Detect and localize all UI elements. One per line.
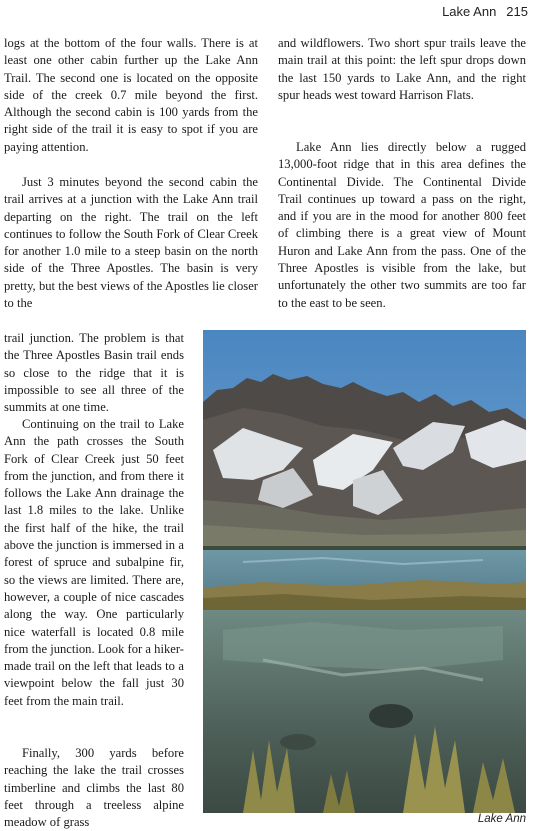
page-number: 215 [506, 4, 528, 19]
right-paragraph-1: and wildflowers. Two short spur trails leave the main trail at this point: the left spur drops down the last 150 yards to Lake Ann, and the right spur heads west toward Harrison Flats. [278, 36, 526, 102]
right-paragraph-2: Lake Ann lies directly below a rugged 13,000-foot ridge that in this area defines the Continental Divide. The Continental Divide Trail continues up toward a pass on the right, and if you are in the mood for another 800 feet of climbing there is a great view of Mount Huron and Lake Ann from the pass. One of the Three Apostles is visible from the lake, but unfortunately the other two summits are too far to the east to be seen. [278, 140, 526, 310]
left-paragraph-2-continued: trail junction. The problem is that the Three Apostles Basin trail ends so close to the ridge that it is impossible to see all three of the summits at one time. [4, 331, 184, 415]
left-paragraph-3: Continuing on the trail to Lake Ann the path crosses the South Fork of Clear Creek just 50 feet from the junction, and from there it follows the Lake Ann drainage the last 1.8 miles to the lake. Unlike the first half of the hike, the trail above the junction is immersed in a forest of spruce and subalpine fir, so the views are limited. There are, however, a couple of nice cascades along the way. One particularly nice waterfall is located 0.8 mile from the junction. Look for a hiker-made trail on the left that leads to a viewpoint below the fall just 30 feet from the main trail. [4, 417, 184, 708]
running-header [442, 4, 528, 19]
photo-caption: Lake Ann [477, 813, 526, 825]
section-title: Lake Ann [442, 4, 497, 19]
lake-ann-photo [203, 330, 526, 813]
left-paragraph-2: Just 3 minutes beyond the second cabin the trail arrives at a junction with the Lake Ann trail departing on the right. The trail on the left continues to follow the South Fork of Clear Creek for another 1.0 mile to a steep basin on the north side of the Three Apostles. The basin is very pretty, but the best views of the Apostles lie closer to the [4, 175, 258, 311]
left-paragraph-1: logs at the bottom of the four walls. There is at least one other cabin further up the Lake Ann Trail. The second one is located on the opposite side of the creek 0.7 mile beyond the first. Although the second cabin is 100 yards from the right side of the trail it is easy to spot if you are paying attention. [4, 36, 258, 154]
left-paragraph-4: Finally, 300 yards before reaching the lake the trail crosses timberline and climbs the last 80 feet through a treeless alpine meadow of grass [4, 746, 184, 830]
